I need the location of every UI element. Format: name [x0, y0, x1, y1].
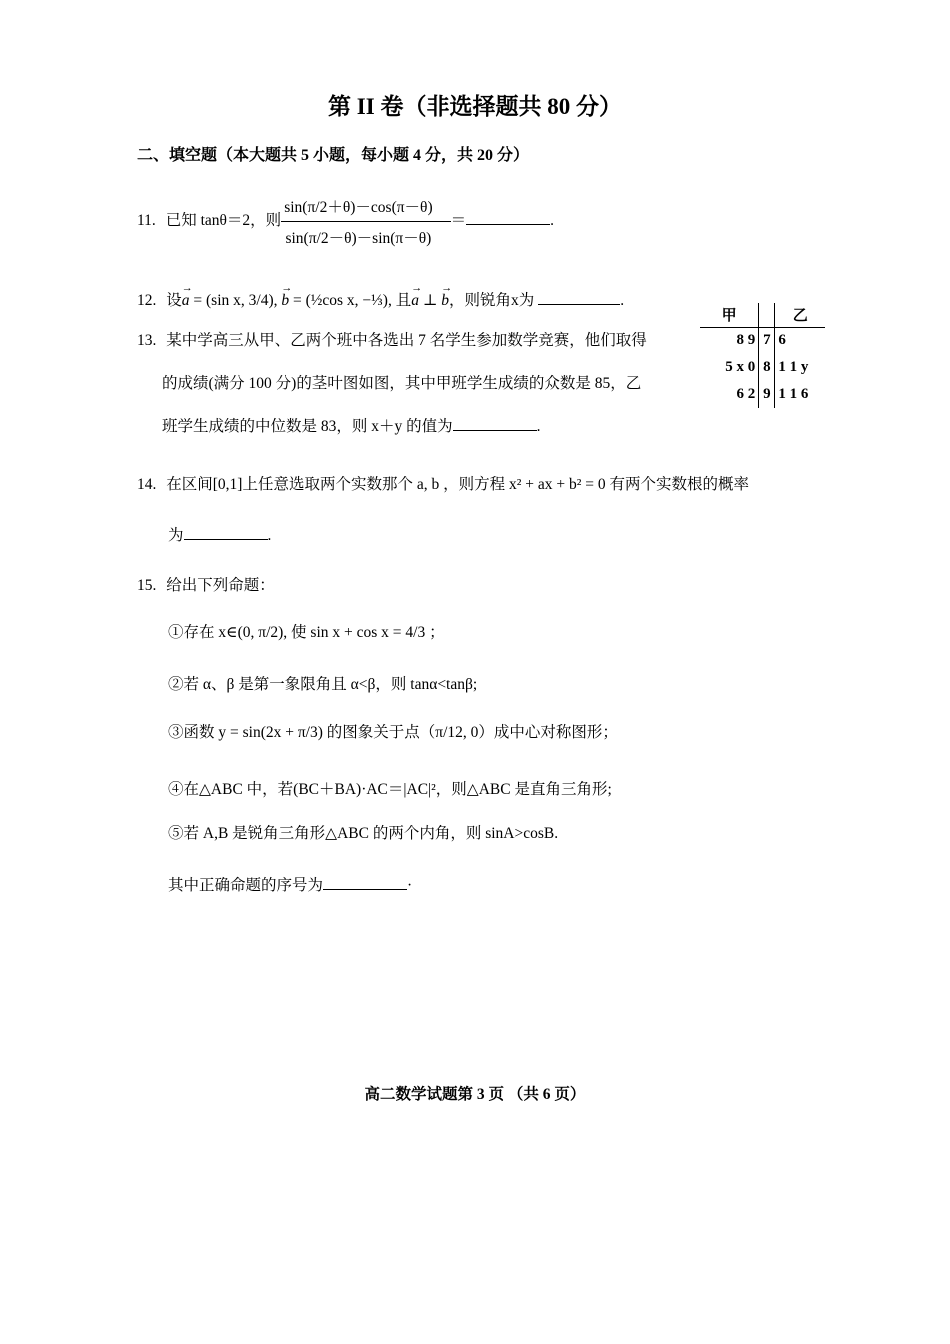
question-13-line2: 的成绩(满分 100 分)的茎叶图如图，其中甲班学生成绩的众数是 85，乙	[162, 375, 642, 392]
question-11-prefix: 已知 tanθ＝2，则	[165, 212, 282, 230]
fraction	[281, 193, 450, 250]
vector-b-value: (½cos x, −⅓), 且	[305, 292, 412, 309]
question-13-line1: 某中学高三从甲、乙两个班中各选出 7 名学生参加数学竞赛，他们取得	[166, 332, 647, 349]
vector-b: → b	[281, 292, 289, 310]
proposition-5: ⑤若 A,B 是锐角三角形△ABC 的两个内角，则 sinA>cosB.	[168, 825, 559, 842]
question-number: 14.	[137, 476, 157, 493]
question-14	[137, 472, 749, 494]
question-15-conclusion: 其中正确命题的序号为 ·	[168, 877, 413, 894]
question-14-line1: 在区间[0,1]上任意选取两个实数那个 a, b ，则方程 x² + ax + b² = 0 有两个实数根的概率	[166, 476, 749, 493]
numerator: sin(π/2＋θ)－cos(π－θ)	[281, 193, 450, 222]
question-12-text: 设	[166, 292, 182, 309]
question-12-ask: ，则锐角x为	[449, 292, 535, 309]
page-title: 第 II 卷（非选择题共 80 分）	[328, 94, 622, 119]
vector-a: → a	[182, 292, 190, 310]
section-heading: 二、填空题（本大题共 5 小题，每小题 4 分，共 20 分）	[137, 147, 530, 164]
denominator: sin(π/2－θ)－sin(π－θ)	[285, 230, 432, 247]
leaf-right: 1 1 6	[778, 386, 809, 402]
leaf-left: 8 9	[736, 332, 756, 349]
question-15-intro: 给出下列命题：	[166, 577, 275, 594]
table-row	[700, 327, 825, 354]
vector-a: → a	[411, 292, 419, 310]
answer-blank	[538, 289, 620, 306]
question-12: 12. 设→ a = (sin x, 3/4), → b = (½cos x, −⅓), 且→ a ⊥ → b，则锐角x为 .	[137, 288, 624, 310]
page-footer: 高二数学试题第 3 页 （共 6 页）	[364, 1086, 586, 1103]
question-15	[137, 573, 275, 595]
question-13-line3: 班学生成绩的中位数是 83，则 x＋y 的值为 .	[162, 414, 541, 436]
leaf-left: 6 2	[736, 386, 756, 402]
table-row	[700, 381, 825, 408]
proposition-1: ①存在 x∈(0, π/2), 使 sin x + cos x = 4/3 ；	[168, 624, 445, 641]
equals: ＝	[450, 212, 467, 230]
stem: 8	[759, 354, 775, 381]
question-number: 11.	[137, 212, 156, 230]
vector-b: → b	[441, 292, 449, 310]
question-13-text: 班学生成绩的中位数是 83，则 x＋y 的值为	[162, 418, 453, 435]
question-14-line2: 为 .	[168, 523, 271, 545]
vector-a-value: (sin x, 3/4),	[206, 292, 282, 309]
answer-blank	[453, 415, 537, 432]
proposition-2: ②若 α、β 是第一象限角且 α<β，则 tanα<tanβ;	[168, 676, 478, 693]
question-13	[137, 328, 647, 350]
leaf-left: 5 x 0	[725, 359, 756, 375]
proposition-4: ④在△ABC 中，若(BC＋BA)·AC＝|AC|²，则△ABC 是直角三角形;	[168, 781, 612, 798]
stem: 9	[759, 381, 775, 408]
leaf-right: 1 1 y	[778, 359, 809, 375]
answer-blank	[184, 524, 268, 541]
header-class-b: 乙	[792, 308, 808, 325]
table-row	[700, 354, 825, 381]
header-class-a: 甲	[721, 308, 737, 325]
answer-blank	[323, 880, 407, 890]
question-15-text: 其中正确命题的序号为	[168, 877, 324, 894]
leaf-right: 6	[778, 332, 786, 349]
question-11: 11. 已知 tanθ＝2，则 $\frac{\sin(\pi/2+\theta)-\cos(\pi-\theta)}{\sin(\pi/2-\theta)-\sin(\pi-\theta)}$ ＝ .	[137, 193, 554, 250]
question-number: 12.	[137, 292, 157, 309]
proposition-3: ③函数 y = sin(2x + π/3) 的图象关于点（π/12, 0）成中心对称图形；	[168, 724, 618, 741]
stem: 7	[759, 327, 775, 354]
question-number: 13.	[137, 332, 157, 349]
question-number: 15.	[137, 577, 157, 594]
stem-leaf-plot	[700, 303, 825, 411]
answer-blank	[466, 209, 550, 226]
question-14-text: 为	[168, 527, 184, 544]
